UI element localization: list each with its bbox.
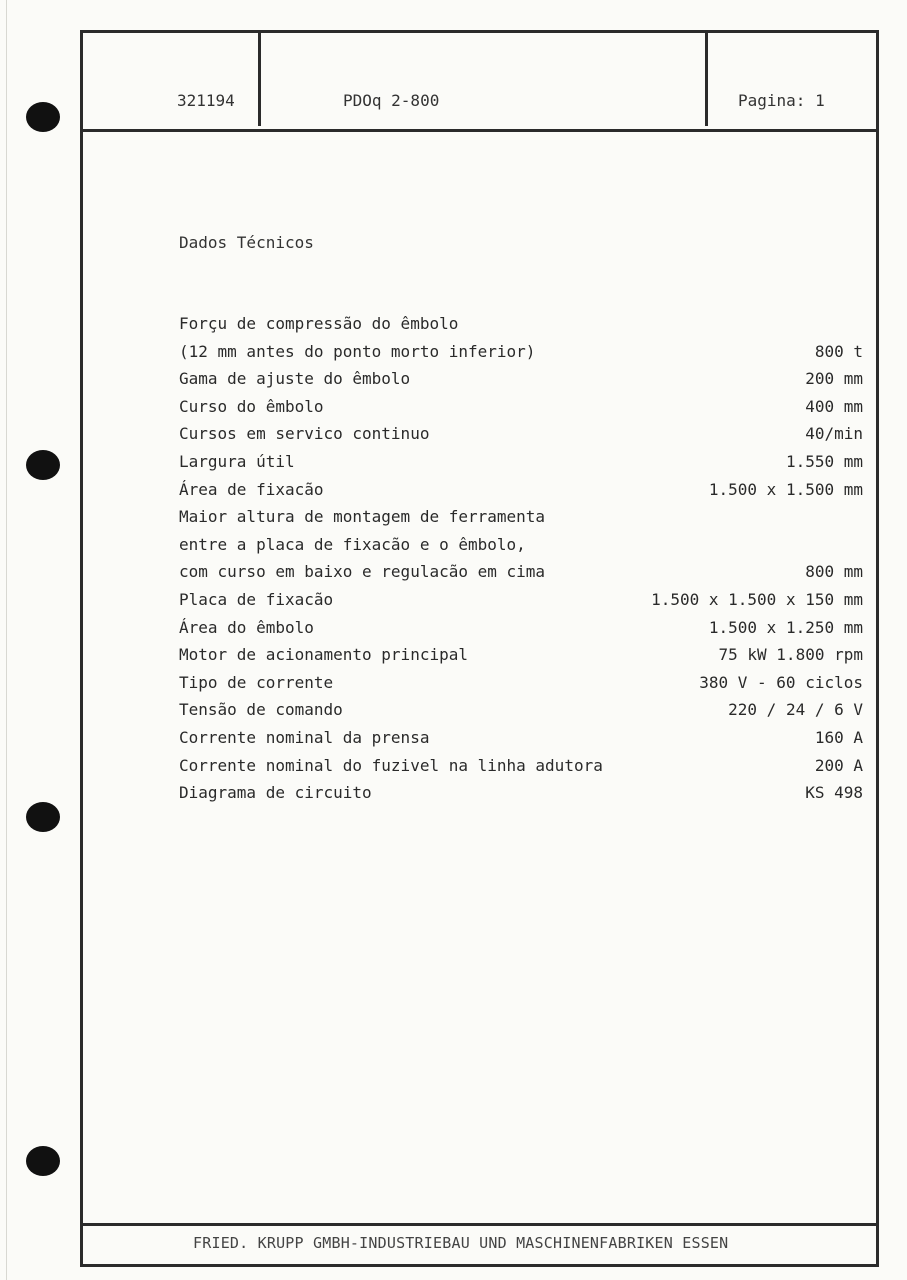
spec-label: Forçu de compressão do êmbolo <box>179 314 459 333</box>
spec-row <box>179 507 863 534</box>
spec-value: KS 498 <box>805 783 863 803</box>
spec-row <box>179 369 863 396</box>
page-edge-line <box>6 0 7 1280</box>
spec-value: 200 mm <box>805 369 863 389</box>
spec-value: 1.500 x 1.250 mm <box>708 617 863 637</box>
spec-row <box>179 480 863 507</box>
spec-value: 220 / 24 / 6 V <box>728 700 863 720</box>
spec-row <box>179 397 863 424</box>
model-cell <box>261 33 708 126</box>
doc-number: 321194 <box>177 91 235 110</box>
spec-label: Área do êmbolo <box>179 617 314 637</box>
footer-text: FRIED. KRUPP GMBH-INDUSTRIEBAU UND MASCHINENFABRIKEN ESSEN <box>193 1234 729 1252</box>
spec-value: 1.500 x 1.500 mm <box>708 479 863 499</box>
spec-row <box>179 424 863 451</box>
spec-value: 800 mm <box>805 562 863 582</box>
spec-row <box>179 342 863 369</box>
spec-label: Motor de acionamento principal <box>179 645 468 665</box>
spec-value: 160 A <box>814 728 863 747</box>
spec-row <box>179 562 863 589</box>
spec-row <box>179 645 863 672</box>
spec-row <box>179 756 863 783</box>
spec-value: 1.550 mm <box>785 452 863 471</box>
spec-label: Cursos em servico continuo <box>179 424 430 444</box>
header-row <box>83 33 876 132</box>
spec-label: Gama de ajuste do êmbolo <box>179 369 411 389</box>
punch-hole <box>26 1146 60 1176</box>
spec-row <box>179 728 863 755</box>
spec-label: entre a placa de fixacão e o êmbolo, <box>179 534 526 554</box>
spec-label: Tipo de corrente <box>179 672 334 692</box>
spec-label: Corrente nominal do fuzivel na linha adutora <box>179 755 603 775</box>
spec-row <box>179 590 863 617</box>
spec-row <box>179 618 863 645</box>
spec-label: Placa de fixacão <box>179 590 334 609</box>
punch-hole <box>26 450 60 480</box>
spec-value: 200 A <box>814 755 863 775</box>
spec-row <box>179 314 863 341</box>
doc-number-cell <box>83 33 261 126</box>
spec-label: (12 mm antes do ponto morto inferior) <box>179 341 536 361</box>
spec-label: Diagrama de circuito <box>179 783 372 803</box>
footer <box>83 1223 876 1264</box>
spec-label: Área de fixacão <box>179 479 324 499</box>
spec-label: Tensão de comando <box>179 700 343 720</box>
spec-label: com curso em baixo e regulacão em cima <box>179 562 546 582</box>
spec-label: Corrente nominal da prensa <box>179 728 430 747</box>
model-code: PDOq 2-800 <box>343 91 440 110</box>
spec-label: Maior altura de montagem de ferramenta <box>179 507 546 527</box>
spec-row <box>179 535 863 562</box>
page-label: Pagina: 1 <box>738 91 825 110</box>
document-frame <box>80 30 879 1267</box>
spec-row <box>179 783 863 810</box>
punch-hole <box>26 802 60 832</box>
spec-row <box>179 700 863 727</box>
punch-hole <box>26 102 60 132</box>
spec-value: 380 V - 60 ciclos <box>699 672 863 692</box>
spec-value: 800 t <box>814 341 863 361</box>
spec-value: 40/min <box>805 424 863 444</box>
spec-value: 1.500 x 1.500 x 150 mm <box>651 590 863 609</box>
spec-value: 400 mm <box>805 396 863 416</box>
spec-row <box>179 673 863 700</box>
page-cell <box>708 33 876 126</box>
spec-label: Largura útil <box>179 452 295 471</box>
section-title: Dados Técnicos <box>179 233 314 252</box>
spec-value: 75 kW 1.800 rpm <box>718 645 863 665</box>
spec-row <box>179 452 863 479</box>
spec-label: Curso do êmbolo <box>179 396 324 416</box>
